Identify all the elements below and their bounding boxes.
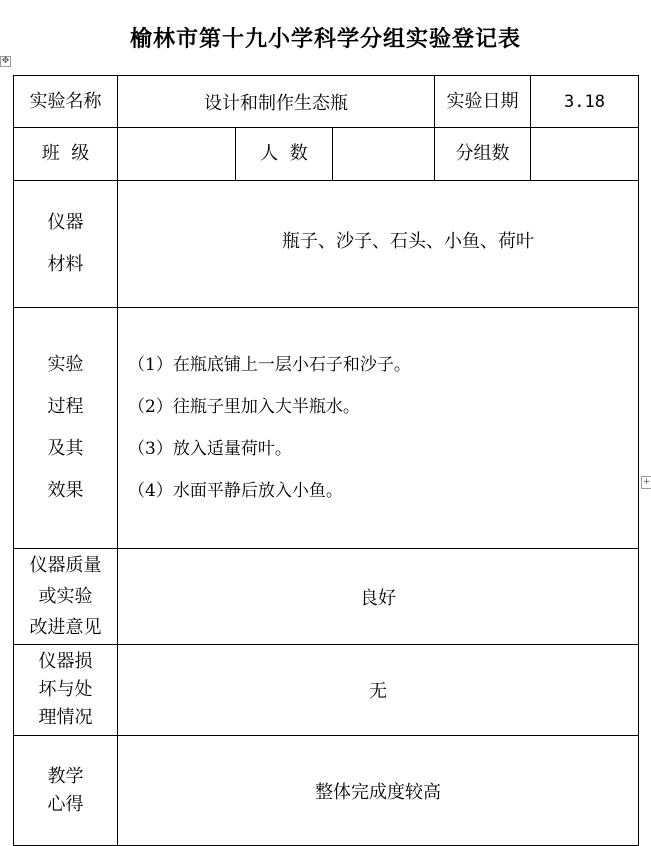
process-step: （2）往瓶子里加入大半瓶水。	[128, 397, 360, 417]
process-label-line: 实验	[47, 354, 84, 375]
reflection-value[interactable]: 整体完成度较高	[118, 736, 639, 846]
group-count-label: 分组数	[435, 128, 531, 181]
table-row	[14, 181, 639, 308]
experiment-date-label: 实验日期	[435, 76, 531, 128]
process-label-line: 过程	[47, 396, 84, 417]
process-step: （4）水面平静后放入小鱼。	[128, 481, 343, 501]
reflection-label-line: 心得	[47, 793, 84, 815]
page-title: 榆林市第十九小学科学分组实验登记表	[129, 27, 521, 52]
table-row	[14, 308, 639, 549]
process-steps[interactable]	[118, 308, 639, 549]
damage-label	[14, 645, 118, 736]
table-row	[14, 76, 639, 128]
class-label: 班 级	[14, 128, 118, 181]
process-label-line: 效果	[47, 480, 84, 501]
materials-label-line: 仪器	[47, 212, 84, 233]
experiment-name-value[interactable]: 设计和制作生态瓶	[118, 76, 435, 128]
table-row	[14, 736, 639, 846]
quality-label-line: 仪器质量	[29, 555, 102, 576]
reflection-label	[14, 736, 118, 846]
reflection-label-line: 教学	[47, 765, 84, 787]
process-step: （3）放入适量荷叶。	[128, 439, 292, 459]
table-move-handle-icon[interactable]: ✥	[1, 56, 10, 66]
class-value[interactable]	[118, 128, 236, 181]
quality-label	[14, 549, 118, 645]
damage-label-line: 坏与处	[38, 679, 93, 700]
process-step: （1）在瓶底铺上一层小石子和沙子。	[128, 355, 411, 375]
quality-label-line: 改进意见	[29, 617, 102, 638]
materials-value[interactable]: 瓶子、沙子、石头、小鱼、荷叶	[118, 181, 639, 308]
people-count-label: 人 数	[236, 128, 333, 181]
materials-label	[14, 181, 118, 308]
damage-label-line: 理情况	[38, 707, 93, 728]
experiment-date-value[interactable]: 3.18	[531, 76, 639, 128]
table-row	[14, 549, 639, 645]
damage-value[interactable]: 无	[118, 645, 639, 736]
experiment-name-label: 实验名称	[14, 76, 118, 128]
table-row	[14, 645, 639, 736]
materials-label-line: 材料	[47, 254, 84, 275]
people-count-value[interactable]	[333, 128, 435, 181]
process-label	[14, 308, 118, 549]
table-add-column-icon[interactable]: +	[642, 477, 651, 487]
experiment-register-table	[13, 75, 639, 846]
damage-label-line: 仪器损	[38, 651, 93, 672]
process-label-line: 及其	[47, 438, 84, 459]
table-row	[14, 128, 639, 181]
quality-value[interactable]: 良好	[118, 549, 639, 645]
quality-label-line: 或实验	[38, 586, 93, 607]
group-count-value[interactable]	[531, 128, 639, 181]
